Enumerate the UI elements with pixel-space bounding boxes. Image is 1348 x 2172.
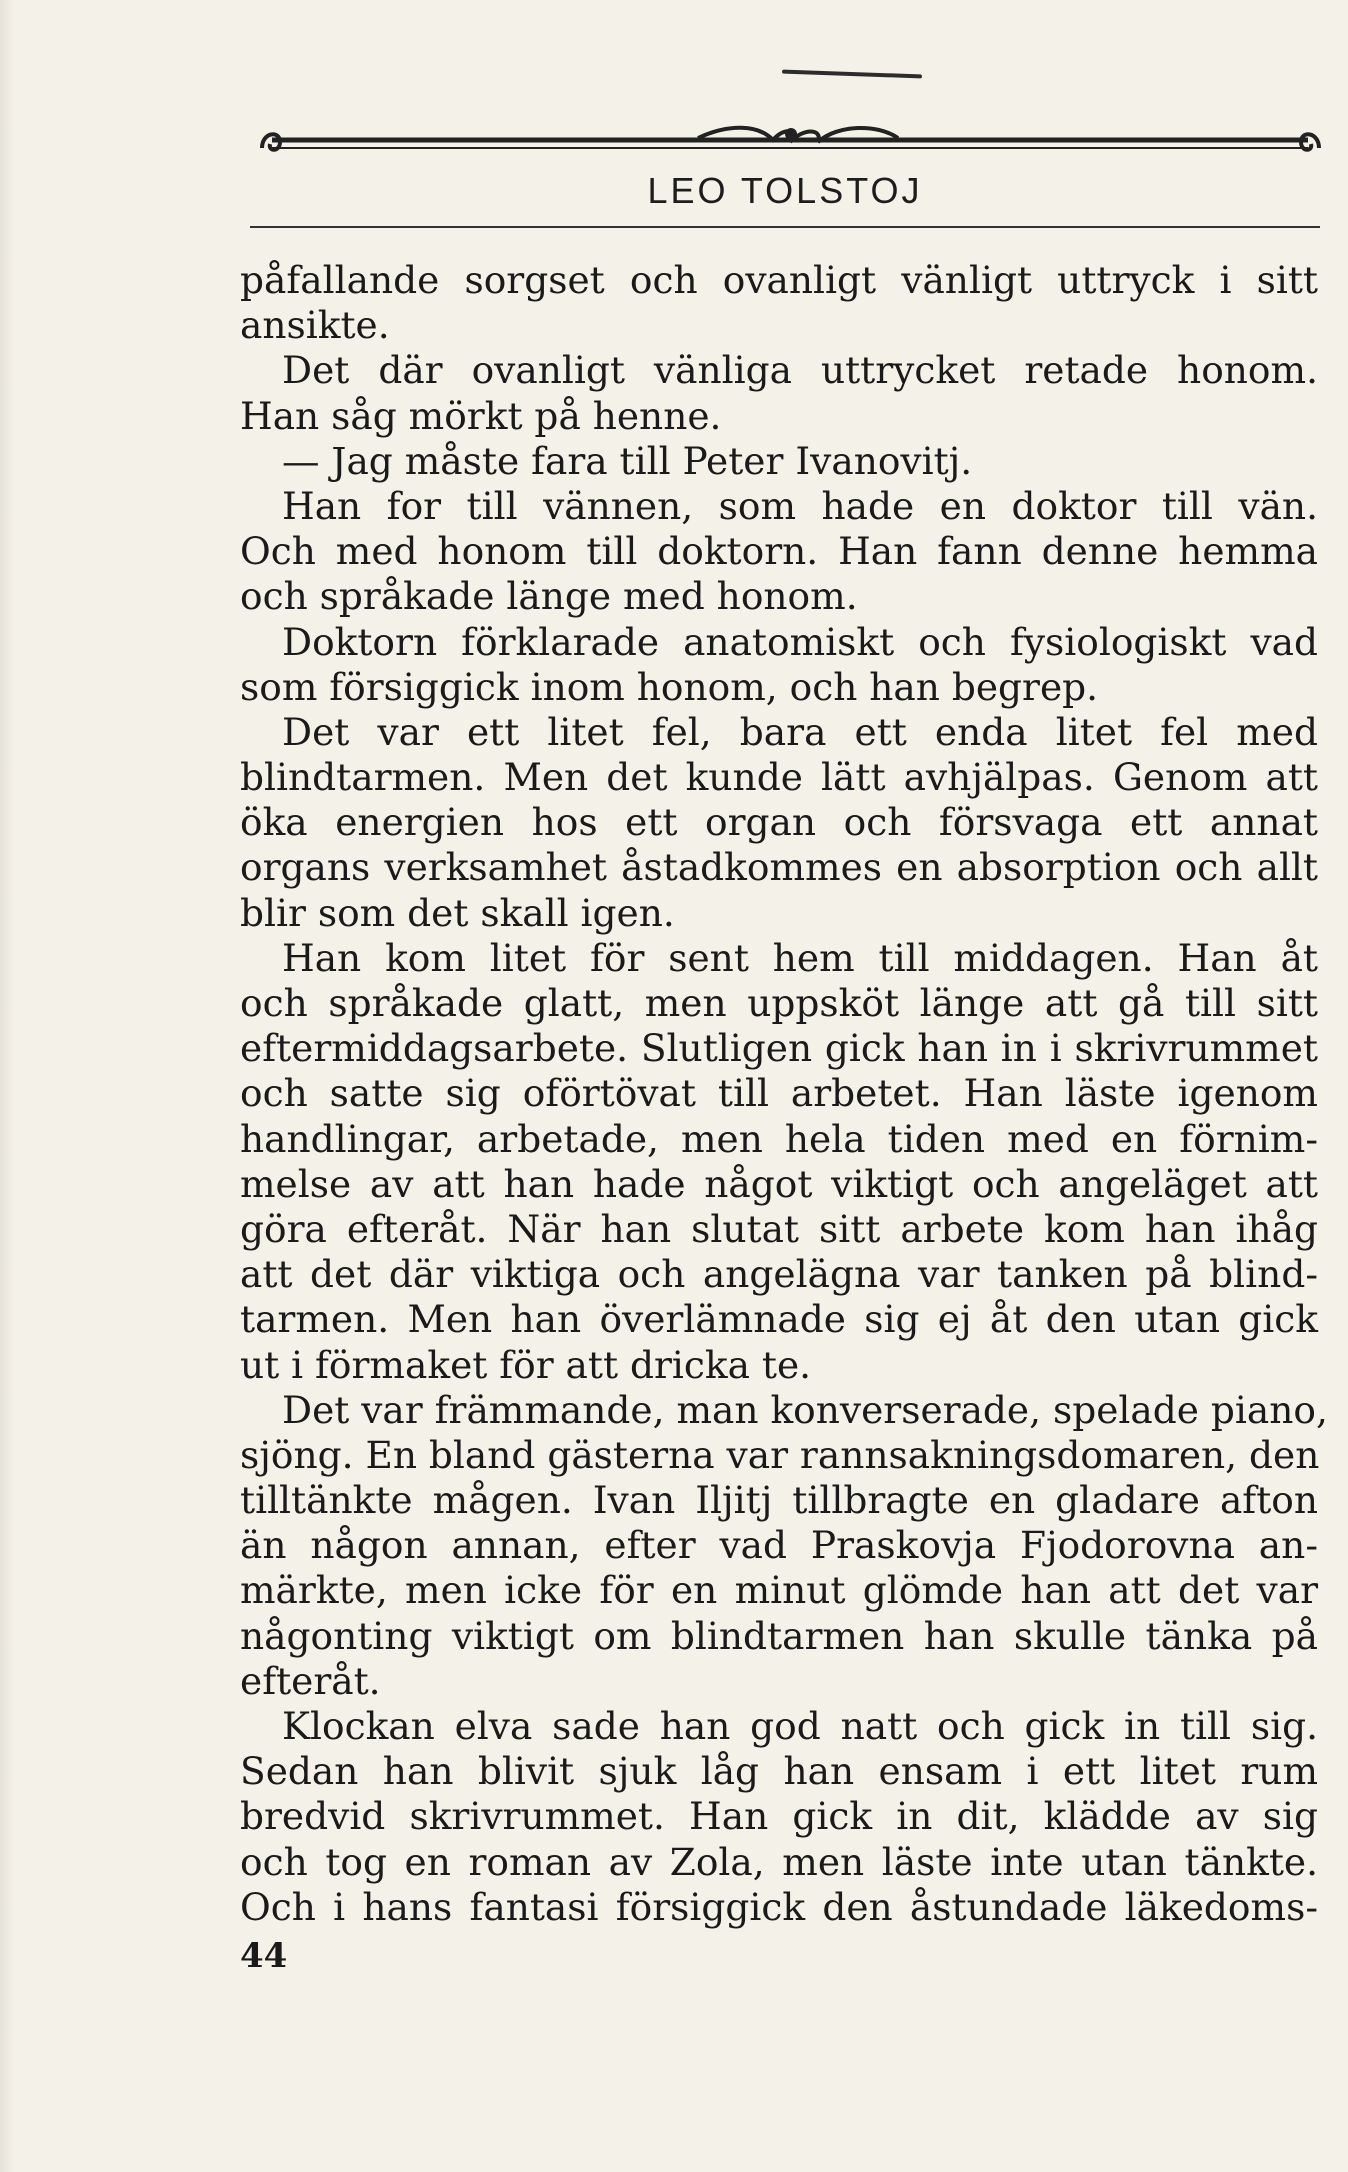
text-line: än någon annan, efter vad Praskovja Fjodorovna an-	[240, 1523, 1318, 1568]
scan-edge-shadow	[0, 0, 14, 2172]
text-line: Det där ovanligt vänliga uttrycket retade honom.	[282, 348, 1318, 393]
ink-stroke-mark	[782, 70, 922, 79]
text-line: sjöng. En bland gästerna var rannsakningsdomaren, den	[240, 1432, 1320, 1477]
text-line: ansikte.	[240, 303, 390, 348]
text-line: Han kom litet för sent hem till middagen. Han åt	[282, 935, 1318, 980]
text-line: Doktorn förklarade anatomiskt och fysiologiskt vad	[282, 619, 1318, 664]
text-line: ut i förmaket för att dricka te.	[240, 1342, 812, 1387]
page-number: 44	[240, 1936, 288, 1976]
running-head: LEO TOLSTOJ	[647, 170, 923, 211]
text-line: eftermiddagsarbete. Slutligen gick han in i skrivrummet	[240, 1026, 1318, 1071]
text-line: påfallande sorgset och ovanligt vänligt uttryck i sitt	[240, 258, 1318, 302]
text-line: tarmen. Men han överlämnade sig ej åt den utan gick	[240, 1297, 1318, 1342]
header-ornament	[258, 118, 1323, 178]
body-text	[240, 258, 1328, 1930]
text-line: blindtarmen. Men det kunde lätt avhjälpas. Genom att	[240, 755, 1318, 800]
text-line: Och i hans fantasi försiggick den åstundade läkedoms-	[240, 1884, 1318, 1929]
text-line: Han såg mörkt på henne.	[240, 393, 722, 438]
text-line: öka energien hos ett organ och försvaga ett annat	[240, 800, 1318, 845]
text-line: Och med honom till doktorn. Han fann denne hemma	[240, 529, 1318, 574]
text-line: organs verksamhet åstadkommes en absorption och allt	[240, 845, 1318, 890]
text-line: att det där viktiga och angelägna var tanken på blind-	[240, 1252, 1318, 1297]
text-line: Han for till vännen, som hade en doktor till vän.	[282, 483, 1318, 528]
text-line: och tog en roman av Zola, men läste inte utan tänkte.	[240, 1839, 1318, 1884]
text-line: och språkade länge med honom.	[240, 574, 858, 619]
text-line: handlingar, arbetade, men hela tiden med en förnim-	[240, 1116, 1318, 1161]
text-line: Det var ett litet fel, bara ett enda litet fel med	[282, 709, 1318, 754]
text-line: — Jag måste fara till Peter Ivanovitj.	[282, 438, 973, 483]
header-rule	[250, 226, 1320, 228]
text-line: bredvid skrivrummet. Han gick in dit, klädde av sig	[240, 1794, 1318, 1839]
text-line: efteråt.	[240, 1658, 381, 1703]
text-line: melse av att han hade något viktigt och angeläget att	[240, 1161, 1318, 1206]
text-line: som försiggick inom honom, och han begrep.	[240, 664, 1099, 709]
text-line: och satte sig oförtövat till arbetet. Han läste igenom	[240, 1071, 1318, 1116]
text-line: tilltänkte mågen. Ivan Iljitj tillbragte en gladare afton	[240, 1478, 1318, 1523]
text-line: och språkade glatt, men uppsköt länge att gå till sitt	[240, 981, 1318, 1025]
text-line: Det var främmande, man konverserade, spelade piano,	[282, 1387, 1328, 1432]
text-line: göra efteråt. När han slutat sitt arbete kom han ihåg	[240, 1206, 1318, 1251]
text-line: Klockan elva sade han god natt och gick in till sig.	[282, 1704, 1318, 1748]
text-line: Sedan han blivit sjuk låg han ensam i ett litet rum	[240, 1749, 1318, 1794]
text-line: märkte, men icke för en minut glömde han att det var	[240, 1568, 1318, 1613]
text-line: blir som det skall igen.	[240, 890, 675, 935]
text-line: någonting viktigt om blindtarmen han skulle tänka på	[240, 1613, 1318, 1658]
